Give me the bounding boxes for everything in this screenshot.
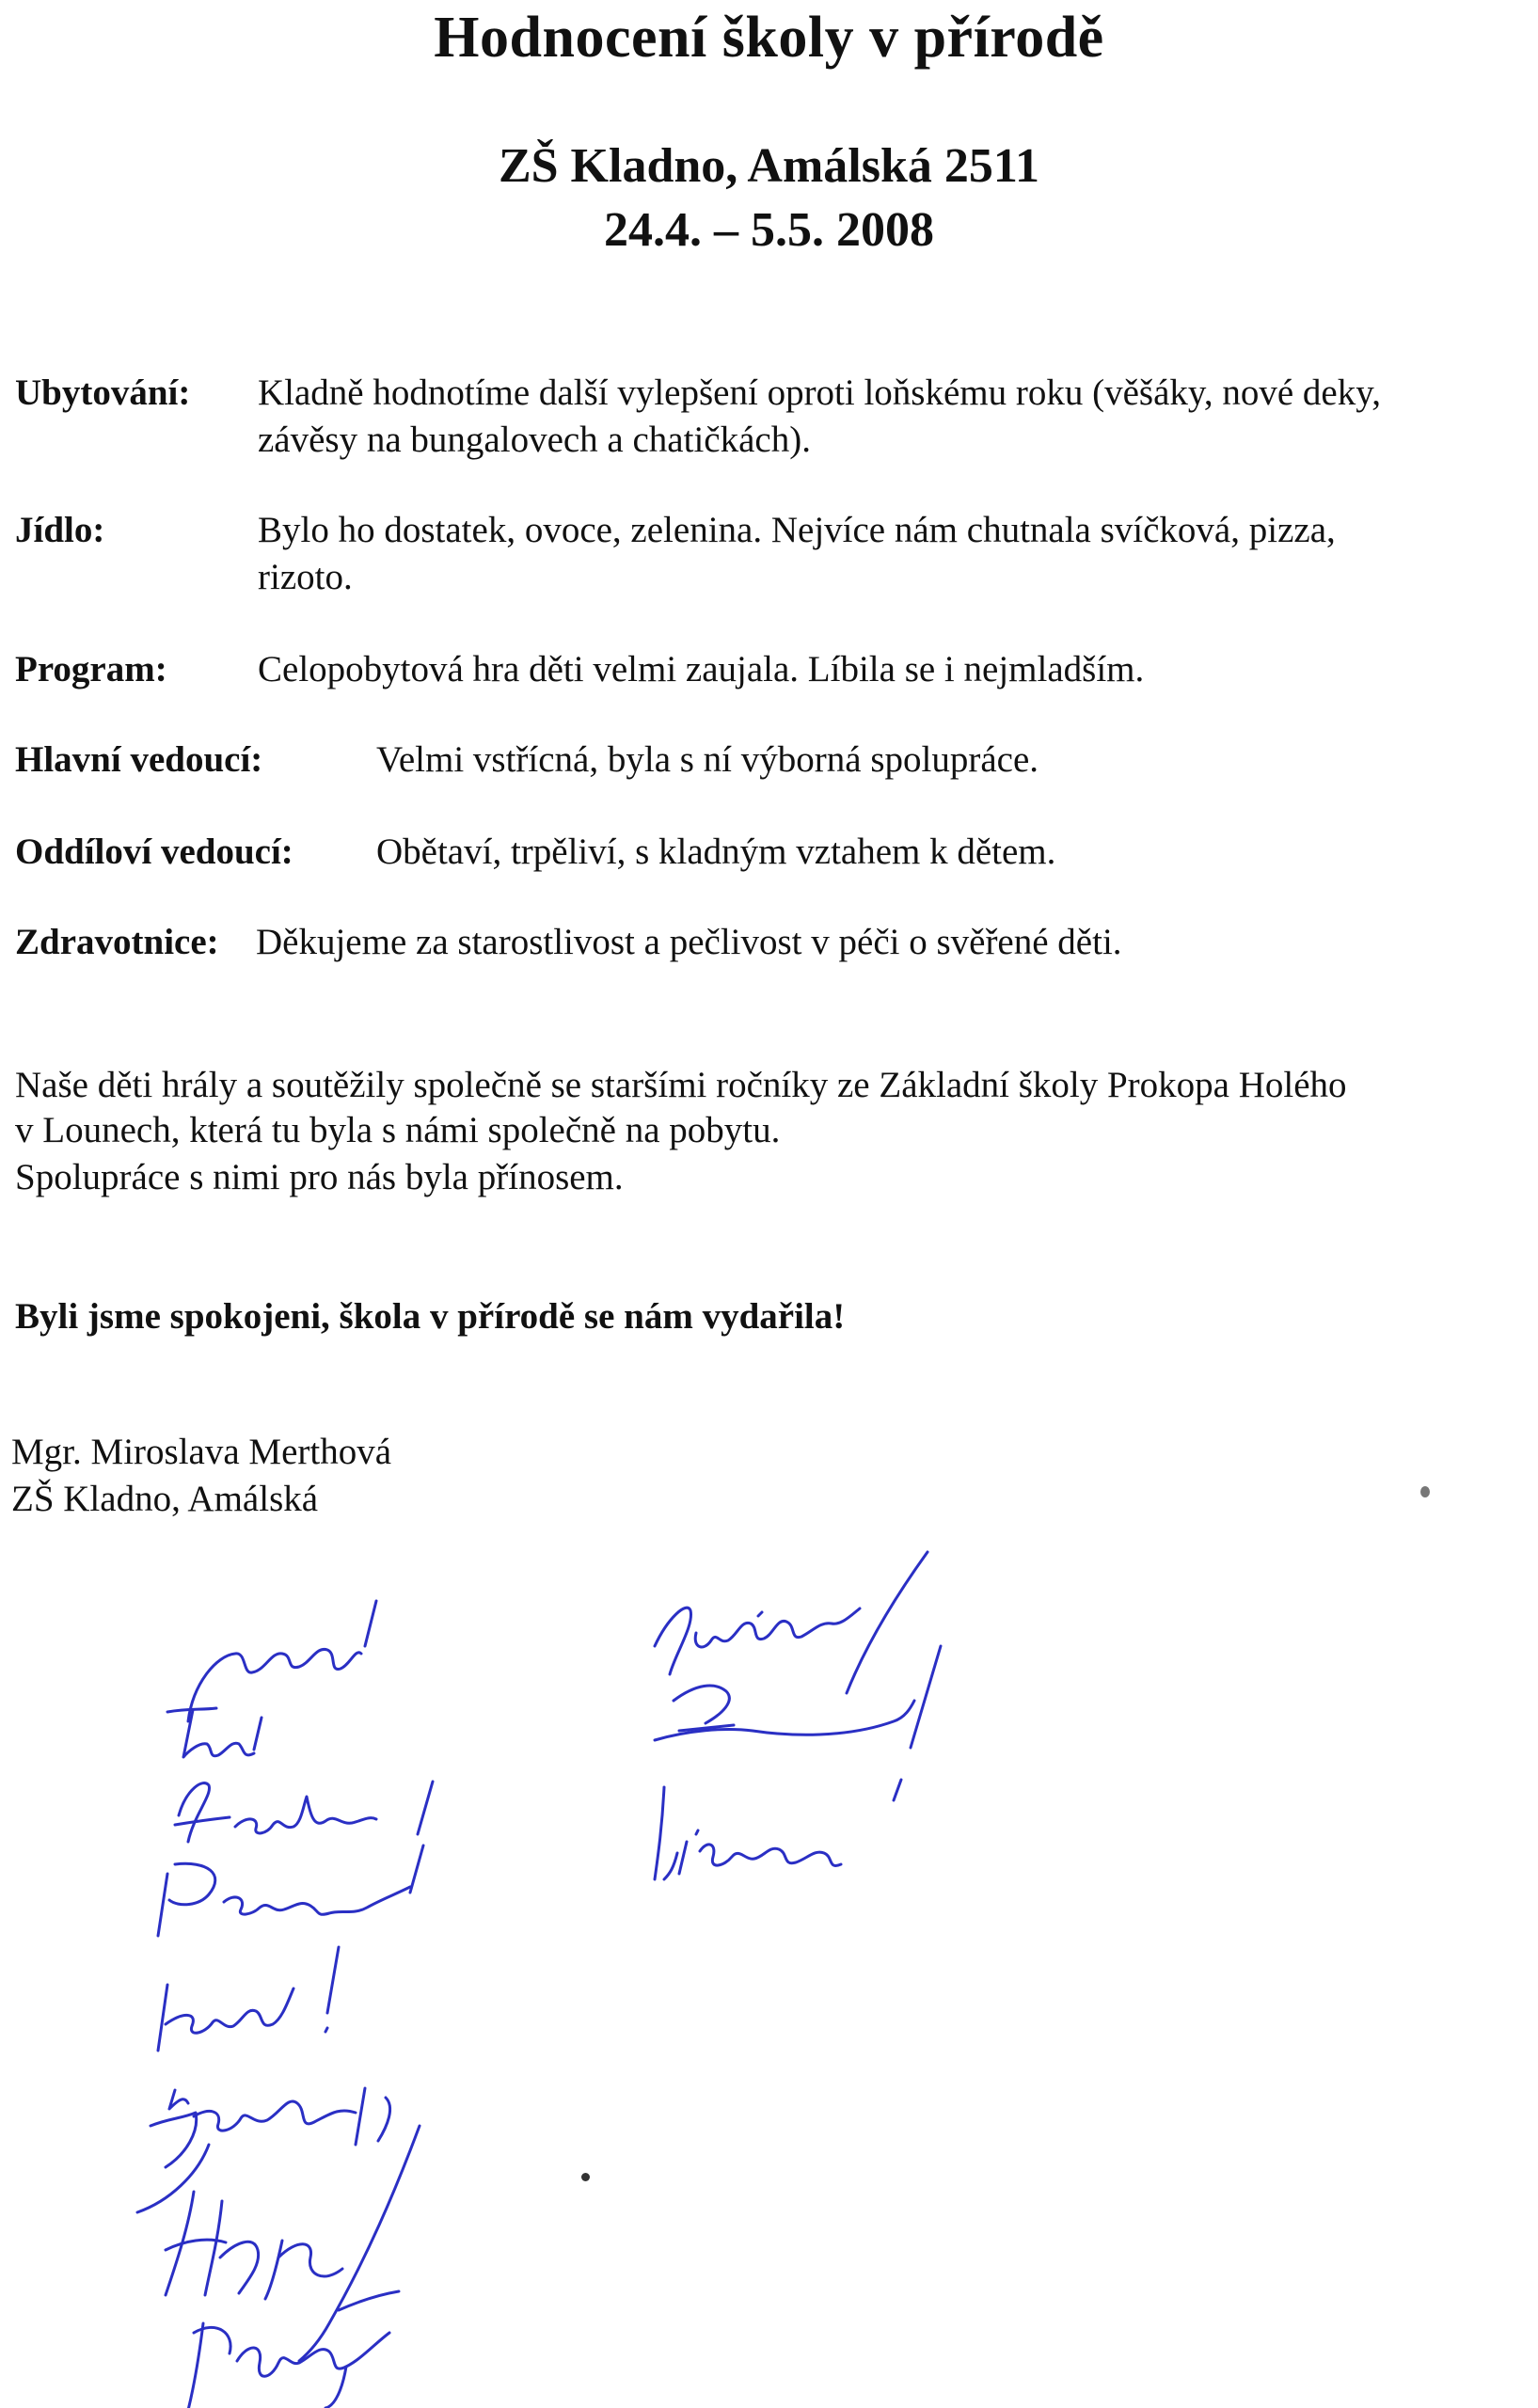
section-text-nurse: Děkujeme za starostlivost a pečlivost v péči o svěřené děti. — [256, 922, 1122, 962]
section-text-food-line-2: rizoto. — [258, 557, 353, 597]
signatory-school: ZŠ Kladno, Amálská — [11, 1479, 319, 1519]
section-label-group-leaders: Oddíloví vedoucí: — [15, 832, 293, 872]
signature-9 — [655, 1552, 928, 1693]
section-text-group-leaders: Obětaví, trpěliví, s kladným vztahem k dětem. — [376, 832, 1056, 872]
section-label-accommodation: Ubytování: — [15, 372, 191, 413]
stay-dates: 24.4. – 5.5. 2008 — [604, 203, 934, 257]
paragraph-line-3: Spolupráce s nimi pro nás byla přínosem. — [15, 1157, 624, 1197]
closing-statement: Byli jsme spokojeni, škola v přírodě se nám vydařila! — [15, 1296, 846, 1337]
school-name: ZŠ Kladno, Amálská 2511 — [498, 139, 1040, 193]
document-title: Hodnocení školy v přírodě — [434, 6, 1104, 70]
signature-1 — [188, 1601, 376, 1721]
section-text-accommodation-line-1: Kladně hodnotíme další vylepšení oproti loňskému roku (věšáky, nové deky, — [258, 372, 1381, 413]
signature-5 — [158, 1947, 339, 2051]
signature-8 — [186, 2291, 399, 2408]
section-text-program: Celopobytová hra děti velmi zaujala. Líbila se i nejmladším. — [258, 649, 1145, 689]
section-label-nurse: Zdravotnice: — [15, 922, 219, 962]
signature-2 — [167, 1708, 262, 1757]
section-label-program: Program: — [15, 649, 167, 689]
signature-6 — [137, 2088, 390, 2212]
signatory-name: Mgr. Miroslava Merthová — [11, 1432, 392, 1472]
section-label-head-leader: Hlavní vedoucí: — [15, 739, 263, 780]
handwritten-signatures — [0, 1543, 1538, 2408]
signature-3 — [175, 1782, 433, 1842]
section-text-accommodation-line-2: závěsy na bungalovech a chatičkách). — [258, 420, 811, 460]
section-label-food: Jídlo: — [15, 510, 105, 550]
paragraph-line-2: v Lounech, která tu byla s námi společně na pobytu. — [15, 1110, 781, 1150]
section-text-head-leader: Velmi vstřícná, byla s ní výborná spolupráce. — [376, 739, 1039, 780]
signature-4 — [158, 1846, 423, 1936]
paragraph-line-1: Naše děti hrály a soutěžily společně se staršími ročníky ze Základní školy Prokopa Holého — [15, 1065, 1347, 1105]
signature-10 — [655, 1646, 941, 1748]
signature-11 — [655, 1780, 901, 1879]
section-text-food-line-1: Bylo ho dostatek, ovoce, zelenina. Nejvíce nám chutnala svíčková, pizza, — [258, 510, 1336, 550]
scan-speck — [1420, 1486, 1430, 1497]
